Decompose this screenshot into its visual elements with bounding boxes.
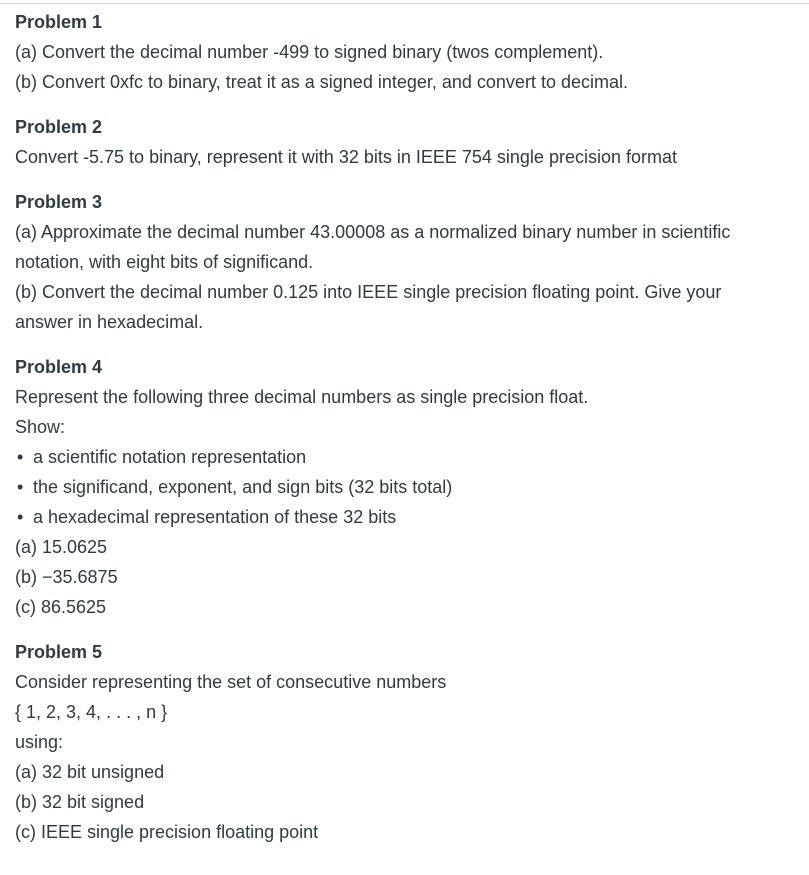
problem-3-part-a-line-1: (a) Approximate the decimal number 43.00008 as a normalized binary number in scientific [15, 222, 731, 242]
problem-4-item-a: (a) 15.0625 [15, 537, 108, 557]
problem-5-item-a: (a) 32 bit unsigned [15, 762, 165, 782]
problem-2-text: Convert -5.75 to binary, represent it with 32 bits in IEEE 754 single precision format [15, 147, 677, 167]
list-item [15, 442, 800, 472]
problem-1 [15, 7, 800, 97]
bullet-text: the significand, exponent, and sign bits (32 bits total) [33, 477, 453, 497]
problem-5-title: Problem 5 [15, 642, 103, 662]
problem-4 [15, 352, 800, 622]
problem-4-title: Problem 4 [15, 357, 103, 377]
problem-4-intro: Represent the following three decimal numbers as single precision float. [15, 387, 589, 407]
bullet-text: a scientific notation representation [33, 447, 307, 467]
problem-3-part-a-line-2: notation, with eight bits of significand. [15, 252, 314, 272]
problem-2-title: Problem 2 [15, 117, 103, 137]
problem-1-title: Problem 1 [15, 12, 103, 32]
bullet-text: a hexadecimal representation of these 32 bits [33, 507, 397, 527]
problem-1-part-b: (b) Convert 0xfc to binary, treat it as a signed integer, and convert to decimal. [15, 72, 628, 92]
problem-5-item-b: (b) 32 bit signed [15, 792, 145, 812]
bullet-icon: • [17, 447, 24, 467]
problem-5 [15, 637, 800, 847]
problem-2 [15, 112, 800, 172]
top-divider [0, 3, 809, 4]
problem-3-part-b-line-2: answer in hexadecimal. [15, 312, 204, 332]
problem-4-bullet-list [15, 442, 800, 532]
problem-4-item-b: (b) −35.6875 [15, 567, 118, 587]
problem-3-part-b-line-1: (b) Convert the decimal number 0.125 into IEEE single precision floating point. Give your [15, 282, 722, 302]
problem-3-title: Problem 3 [15, 192, 103, 212]
problem-5-intro: Consider representing the set of consecutive numbers [15, 672, 447, 692]
problem-4-item-c: (c) 86.5625 [15, 597, 107, 617]
list-item [15, 502, 800, 532]
problem-1-part-a: (a) Convert the decimal number -499 to signed binary (twos complement). [15, 42, 604, 62]
problem-5-set: { 1, 2, 3, 4, . . . , n } [15, 702, 168, 722]
assignment-content [15, 7, 800, 862]
problem-4-show-label: Show: [15, 417, 66, 437]
list-item [15, 472, 800, 502]
bullet-icon: • [17, 507, 24, 527]
problem-5-item-c: (c) IEEE single precision floating point [15, 822, 319, 842]
problem-3 [15, 187, 800, 337]
bullet-icon: • [17, 477, 24, 497]
problem-5-using: using: [15, 732, 64, 752]
